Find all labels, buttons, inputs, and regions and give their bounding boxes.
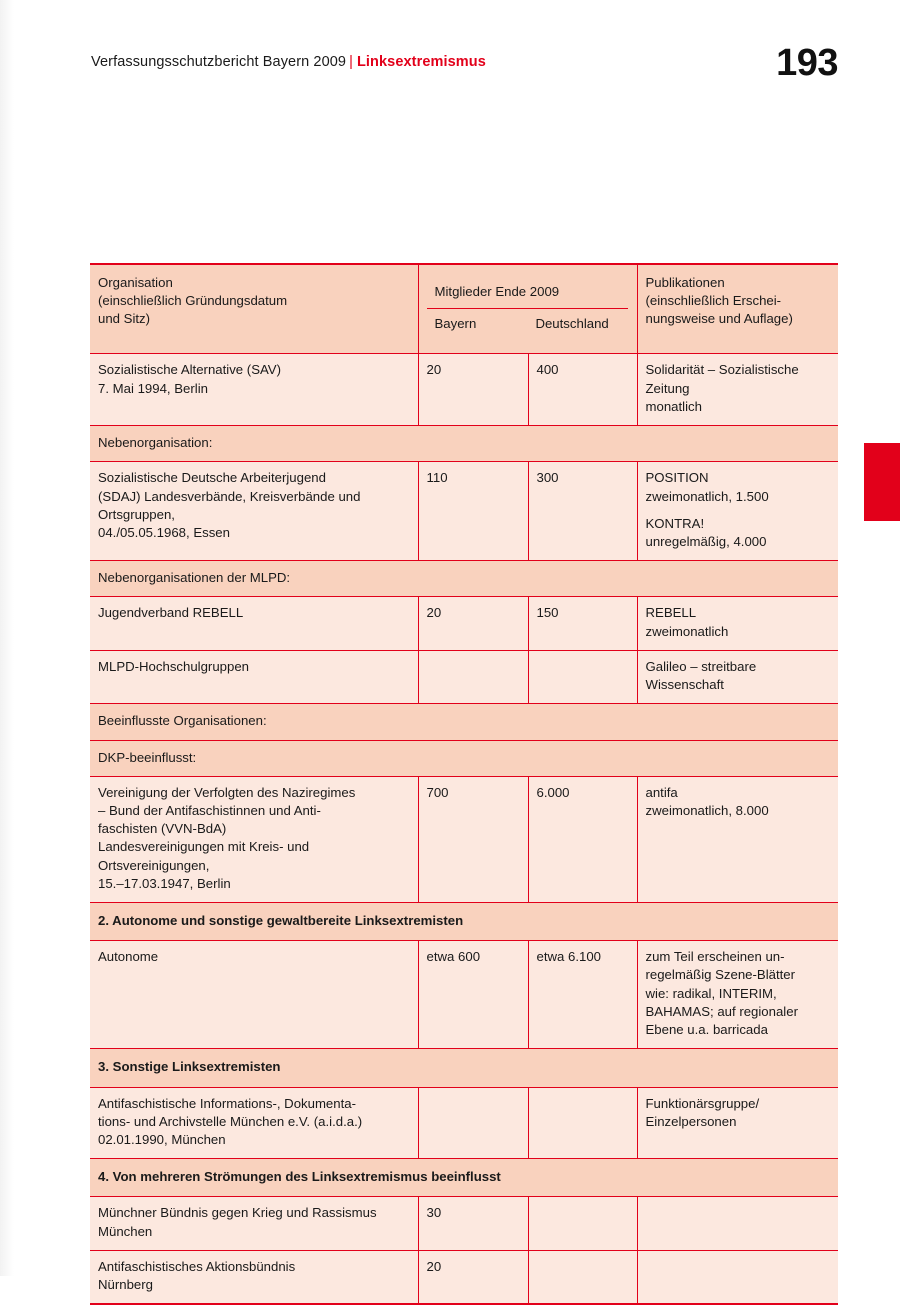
publication-line-1: Funktionärsgruppe/ bbox=[645, 1095, 760, 1111]
organisations-table bbox=[90, 263, 838, 1305]
table-group-label-row bbox=[90, 704, 838, 740]
publication-line-1: POSITION bbox=[645, 470, 709, 486]
cell-organisation bbox=[90, 941, 418, 1049]
organisation-line-2: – Bund der Antifaschistinnen und Anti- bbox=[98, 802, 321, 818]
header-pub-line-2: (einschließlich Erschei- bbox=[645, 293, 782, 309]
running-head bbox=[91, 54, 486, 70]
cell-members-bayern: 30 bbox=[418, 1197, 528, 1250]
cell-members-deutschland: 150 bbox=[528, 597, 637, 650]
header-cell-organisation bbox=[90, 264, 418, 354]
header-cell-members bbox=[418, 264, 637, 354]
publication-line-5: Ebene u.a. barricada bbox=[645, 1022, 768, 1038]
chapter-thumb-tab bbox=[864, 443, 900, 521]
page-number: 193 bbox=[776, 42, 838, 84]
organisations-table-container bbox=[90, 263, 838, 1305]
organisation-line-1: Autonome bbox=[98, 949, 159, 965]
table-row bbox=[90, 1250, 838, 1304]
publication-line-2: Zeitung bbox=[645, 380, 690, 396]
table-row bbox=[90, 462, 838, 561]
cell-members-bayern bbox=[418, 1087, 528, 1159]
cell-members-bayern: etwa 600 bbox=[418, 941, 528, 1049]
section-header-label: 4. Von mehreren Strömungen des Linksextremismus beeinflusst bbox=[90, 1159, 838, 1197]
cell-members-deutschland: 6.000 bbox=[528, 776, 637, 902]
group-label: Nebenorganisation: bbox=[90, 426, 838, 462]
organisation-line-2: München bbox=[98, 1223, 153, 1239]
cell-publications bbox=[637, 354, 838, 426]
cell-members-deutschland: etwa 6.100 bbox=[528, 941, 637, 1049]
publication-line-1: Galileo – streitbare bbox=[645, 658, 757, 674]
cell-organisation bbox=[90, 462, 418, 561]
cell-publications bbox=[637, 941, 838, 1049]
organisation-line-5: Ortsvereinigungen, bbox=[98, 857, 210, 873]
table-group-label-row bbox=[90, 561, 838, 597]
header-members-title: Mitglieder Ende 2009 bbox=[427, 274, 628, 309]
cell-organisation bbox=[90, 1250, 418, 1304]
publication-line-1: REBELL bbox=[645, 605, 697, 621]
organisation-line-2: 7. Mai 1994, Berlin bbox=[98, 380, 208, 396]
cell-organisation bbox=[90, 776, 418, 902]
cell-organisation bbox=[90, 597, 418, 650]
cell-organisation bbox=[90, 1197, 418, 1250]
cell-members-deutschland: 400 bbox=[528, 354, 637, 426]
header-org-line-3: und Sitz) bbox=[98, 311, 151, 327]
header-members-deutschland: Deutschland bbox=[535, 316, 609, 332]
table-group-label-row bbox=[90, 426, 838, 462]
organisation-line-2: (SDAJ) Landesverbände, Kreisverbände und bbox=[98, 488, 361, 504]
cell-members-deutschland bbox=[528, 1250, 637, 1304]
organisation-line-1: Münchner Bündnis gegen Krieg und Rassismus bbox=[98, 1205, 377, 1221]
publication-line-5: unregelmäßig, 4.000 bbox=[645, 533, 767, 549]
table-row bbox=[90, 1197, 838, 1250]
cell-members-deutschland bbox=[528, 650, 637, 703]
table-section-header-row bbox=[90, 903, 838, 941]
cell-members-bayern: 20 bbox=[418, 1250, 528, 1304]
section-header-label: 2. Autonome und sonstige gewaltbereite Linksextremisten bbox=[90, 903, 838, 941]
table-row bbox=[90, 941, 838, 1049]
publication-line-2: zweimonatlich bbox=[645, 623, 729, 639]
publication-line-2: zweimonatlich, 8.000 bbox=[645, 802, 769, 818]
cell-publications bbox=[637, 597, 838, 650]
group-label: DKP-beeinflusst: bbox=[90, 740, 838, 776]
table-row bbox=[90, 650, 838, 703]
organisation-line-3: Ortsgruppen, bbox=[98, 506, 175, 522]
table-body bbox=[90, 264, 838, 1304]
cell-publications bbox=[637, 1250, 838, 1304]
organisation-line-6: 15.–17.03.1947, Berlin bbox=[98, 875, 231, 891]
cell-organisation bbox=[90, 650, 418, 703]
cell-publications bbox=[637, 1197, 838, 1250]
organisation-line-3: faschisten (VVN-BdA) bbox=[98, 821, 227, 837]
publication-line-2: zweimonatlich, 1.500 bbox=[645, 488, 769, 504]
organisation-line-1: MLPD-Hochschulgruppen bbox=[98, 658, 249, 674]
organisation-line-3: 02.01.1990, München bbox=[98, 1132, 226, 1147]
organisation-line-1: Sozialistische Deutsche Arbeiterjugend bbox=[98, 470, 326, 486]
cell-organisation bbox=[90, 1087, 418, 1159]
organisation-line-1: Jugendverband REBELL bbox=[98, 605, 244, 621]
publication-line-1: Solidarität – Sozialistische bbox=[645, 362, 799, 378]
organisation-line-1: Sozialistische Alternative (SAV) bbox=[98, 362, 281, 378]
publication-line-4: KONTRA! bbox=[645, 515, 705, 531]
cell-publications bbox=[637, 462, 838, 561]
publication-line-2: Einzelpersonen bbox=[645, 1113, 737, 1129]
table-section-header-row bbox=[90, 1049, 838, 1087]
organisation-line-4: Landesvereinigungen mit Kreis- und bbox=[98, 839, 310, 855]
organisation-line-2: tions- und Archivstelle München e.V. (a.i.d.a.) bbox=[98, 1113, 363, 1129]
header-cell-publications bbox=[637, 264, 838, 354]
header-pub-line-1: Publikationen bbox=[645, 275, 725, 290]
cell-publications bbox=[637, 650, 838, 703]
organisation-line-1: Vereinigung der Verfolgten des Naziregimes bbox=[98, 784, 356, 800]
table-header-row bbox=[90, 264, 838, 354]
table-row bbox=[90, 776, 838, 902]
running-head-separator: | bbox=[349, 54, 353, 70]
publication-line-3: wie: radikal, INTERIM, bbox=[645, 985, 777, 1001]
publication-line-1: zum Teil erscheinen un- bbox=[645, 949, 785, 965]
organisation-line-1: Antifaschistisches Aktionsbündnis bbox=[98, 1258, 296, 1274]
cell-members-bayern: 110 bbox=[418, 462, 528, 561]
group-label: Nebenorganisationen der MLPD: bbox=[90, 561, 838, 597]
cell-members-bayern: 700 bbox=[418, 776, 528, 902]
cell-publications bbox=[637, 1087, 838, 1159]
table-group-label-row bbox=[90, 740, 838, 776]
running-head-title: Verfassungsschutzbericht Bayern 2009 bbox=[91, 54, 347, 70]
cell-members-deutschland bbox=[528, 1197, 637, 1250]
cell-members-deutschland bbox=[528, 1087, 637, 1159]
table-section-header-row bbox=[90, 1159, 838, 1197]
cell-members-deutschland: 300 bbox=[528, 462, 637, 561]
publication-line-2: regelmäßig Szene-Blätter bbox=[645, 967, 796, 983]
organisation-line-2: Nürnberg bbox=[98, 1277, 153, 1293]
table-row bbox=[90, 597, 838, 650]
group-label: Beeinflusste Organisationen: bbox=[90, 704, 838, 740]
header-members-bayern: Bayern bbox=[434, 316, 477, 332]
publication-line-3: monatlich bbox=[645, 398, 702, 414]
page-edge-shading bbox=[0, 0, 14, 1276]
publication-line-4: BAHAMAS; auf regionaler bbox=[645, 1003, 798, 1019]
table-row bbox=[90, 1087, 838, 1159]
section-header-label: 3. Sonstige Linksextremisten bbox=[90, 1049, 838, 1087]
running-head-section: Linksextremismus bbox=[356, 54, 486, 70]
header-org-line-1: Organisation bbox=[98, 275, 173, 290]
cell-members-bayern: 20 bbox=[418, 354, 528, 426]
cell-organisation bbox=[90, 354, 418, 426]
publication-spacer bbox=[646, 506, 830, 515]
cell-publications bbox=[637, 776, 838, 902]
header-members-subcolumns bbox=[427, 309, 628, 343]
publication-line-1: antifa bbox=[645, 784, 678, 800]
table-row bbox=[90, 354, 838, 426]
header-pub-line-3: nungsweise und Auflage) bbox=[645, 311, 793, 327]
cell-members-bayern bbox=[418, 650, 528, 703]
organisation-line-1: Antifaschistische Informations-, Dokumenta- bbox=[98, 1095, 356, 1111]
publication-line-2: Wissenschaft bbox=[645, 677, 724, 693]
header-org-line-2: (einschließlich Gründungsdatum bbox=[98, 293, 288, 309]
organisation-line-4: 04./05.05.1968, Essen bbox=[98, 524, 230, 540]
cell-members-bayern: 20 bbox=[418, 597, 528, 650]
